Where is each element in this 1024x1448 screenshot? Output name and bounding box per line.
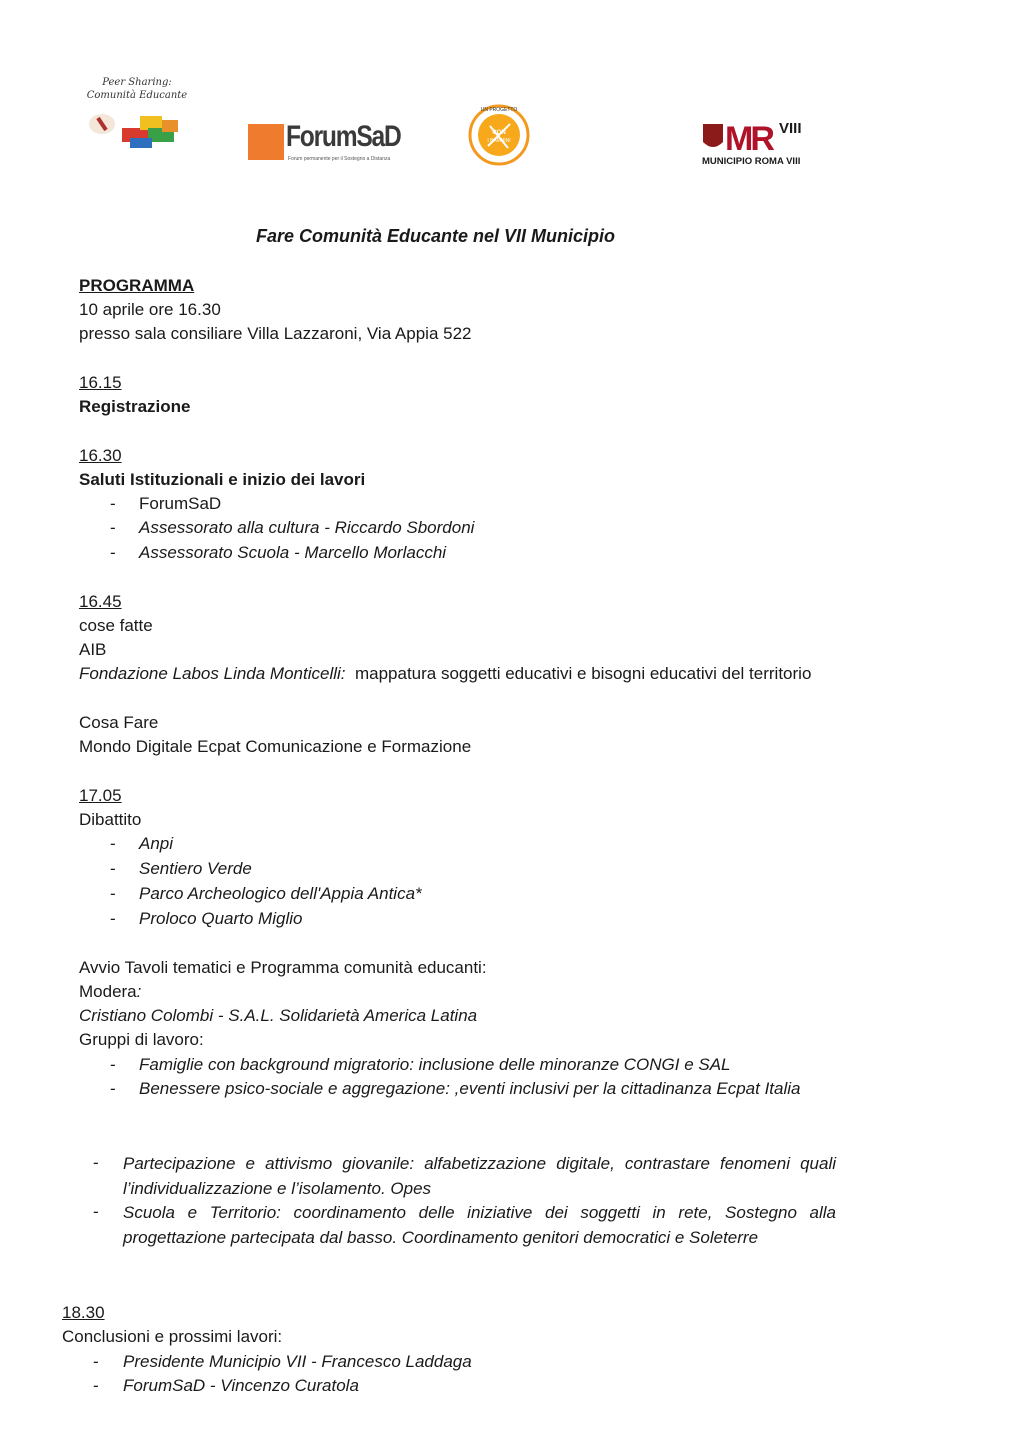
bullet-dash: - <box>110 884 116 903</box>
saluti-item: ForumSaD <box>139 494 222 513</box>
con-i-bambini-logo <box>466 102 532 168</box>
municipio-mark: MR <box>725 120 772 158</box>
con-i-bambini-center1: CON <box>492 130 506 136</box>
gruppo-item: Famiglie con background migratorio: inclusione delle minoranze CONGI e SAL <box>139 1055 731 1074</box>
programma-date: 10 aprile ore 16.30 <box>79 300 221 319</box>
dibattito-item: Proloco Quarto Miglio <box>139 909 303 928</box>
bullet-dash: - <box>110 1079 116 1098</box>
bullet-dash: - <box>93 1153 99 1172</box>
time-1705: 17.05 <box>79 786 122 805</box>
bullet-dash: - <box>93 1352 99 1371</box>
time-1630: 16.30 <box>79 446 122 465</box>
saluti-item: Assessorato alla cultura - Riccardo Sbordoni <box>139 518 475 537</box>
fondazione-labos-name: Fondazione Labos Linda Monticelli: <box>79 664 346 683</box>
conclusioni-item: ForumSaD - Vincenzo Curatola <box>123 1376 359 1395</box>
gruppo-item: Partecipazione e attivismo giovanile: alfabetizzazione digitale, contrastare fenomeni quali l’individualizzazione e l’isolamento. Opes <box>123 1154 836 1198</box>
bullet-dash: - <box>110 494 116 513</box>
municipio-roma-logo <box>700 116 810 172</box>
bullet-dash: - <box>110 859 116 878</box>
time-1615: 16.15 <box>79 373 122 392</box>
peer-sharing-line1: Peer Sharing: <box>102 77 172 88</box>
aib: AIB <box>79 640 107 659</box>
gruppi-heading: Gruppi di lavoro: <box>79 1030 204 1049</box>
lego-blocks-icon <box>82 102 192 156</box>
bullet-dash: - <box>110 543 116 562</box>
saluti-heading: Saluti Istituzionali e inizio dei lavori <box>79 470 366 489</box>
forumsad-name: ForumSaD <box>286 120 401 153</box>
bullet-dash: - <box>110 1055 116 1074</box>
modera-text: Modera <box>79 982 137 1001</box>
bullet-dash: - <box>110 834 116 853</box>
con-i-bambini-top: UN PROGETTO <box>480 107 518 113</box>
modera-colon: : <box>136 982 142 1001</box>
forumsad-logo <box>248 118 401 166</box>
forumsad-subtitle: Forum permanente per il Sostegno a Distanza <box>288 156 391 162</box>
conclusioni-item: Presidente Municipio VII - Francesco Laddaga <box>123 1352 472 1371</box>
cose-fatte: cose fatte <box>79 616 153 635</box>
bullet-dash: - <box>110 909 116 928</box>
shield-icon <box>703 124 723 147</box>
dibattito-heading: Dibattito <box>79 810 142 829</box>
municipio-roman-numeral: VIII <box>779 120 802 137</box>
saluti-item: Assessorato Scuola - Marcello Morlacchi <box>139 543 447 562</box>
dibattito-item: Parco Archeologico dell'Appia Antica* <box>139 884 422 903</box>
moderator-name: Cristiano Colombi - S.A.L. Solidarietà America Latina <box>79 1006 478 1025</box>
municipio-caption: MUNICIPIO ROMA VIII <box>702 156 801 167</box>
time-1645: 16.45 <box>79 592 122 611</box>
dibattito-item: Sentiero Verde <box>139 859 252 878</box>
time-1830: 18.30 <box>62 1303 105 1322</box>
dibattito-item: Anpi <box>139 834 174 853</box>
con-i-bambini-center2: I BAMBINI <box>487 138 511 144</box>
gruppo-item: Scuola e Territorio: coordinamento delle iniziative dei soggetti in rete, Sostegno alla progettazione partecipata dal basso. Coordinamento genitori democratici e Soleterre <box>123 1203 836 1247</box>
gruppo-item: Benessere psico-sociale e aggregazione: ,eventi inclusivi per la cittadinanza Ecpat Italia <box>139 1079 801 1098</box>
mondo-digitale: Mondo Digitale Ecpat Comunicazione e Formazione <box>79 737 472 756</box>
tavoli-intro: Avvio Tavoli tematici e Programma comunità educanti: <box>79 958 487 977</box>
document-title: Fare Comunità Educante nel VII Municipio <box>256 226 616 246</box>
registrazione-heading: Registrazione <box>79 397 191 416</box>
bullet-dash: - <box>93 1376 99 1395</box>
programma-venue: presso sala consiliare Villa Lazzaroni, Via Appia 522 <box>79 324 472 343</box>
fondazione-labos-paragraph <box>79 662 831 686</box>
modera-label <box>79 980 141 1004</box>
forumsad-mark-icon <box>248 124 284 160</box>
cosa-fare: Cosa Fare <box>79 713 159 732</box>
programma-heading: PROGRAMMA <box>79 276 195 295</box>
peer-sharing-line2: Comunità Educante <box>86 90 188 101</box>
conclusioni-heading: Conclusioni e prossimi lavori: <box>62 1327 283 1346</box>
peer-sharing-logo <box>82 76 192 156</box>
bullet-dash: - <box>110 518 116 537</box>
bullet-dash: - <box>93 1202 99 1221</box>
fondazione-labos-text: mappatura soggetti educativi e bisogni educativi del territorio <box>354 664 812 683</box>
